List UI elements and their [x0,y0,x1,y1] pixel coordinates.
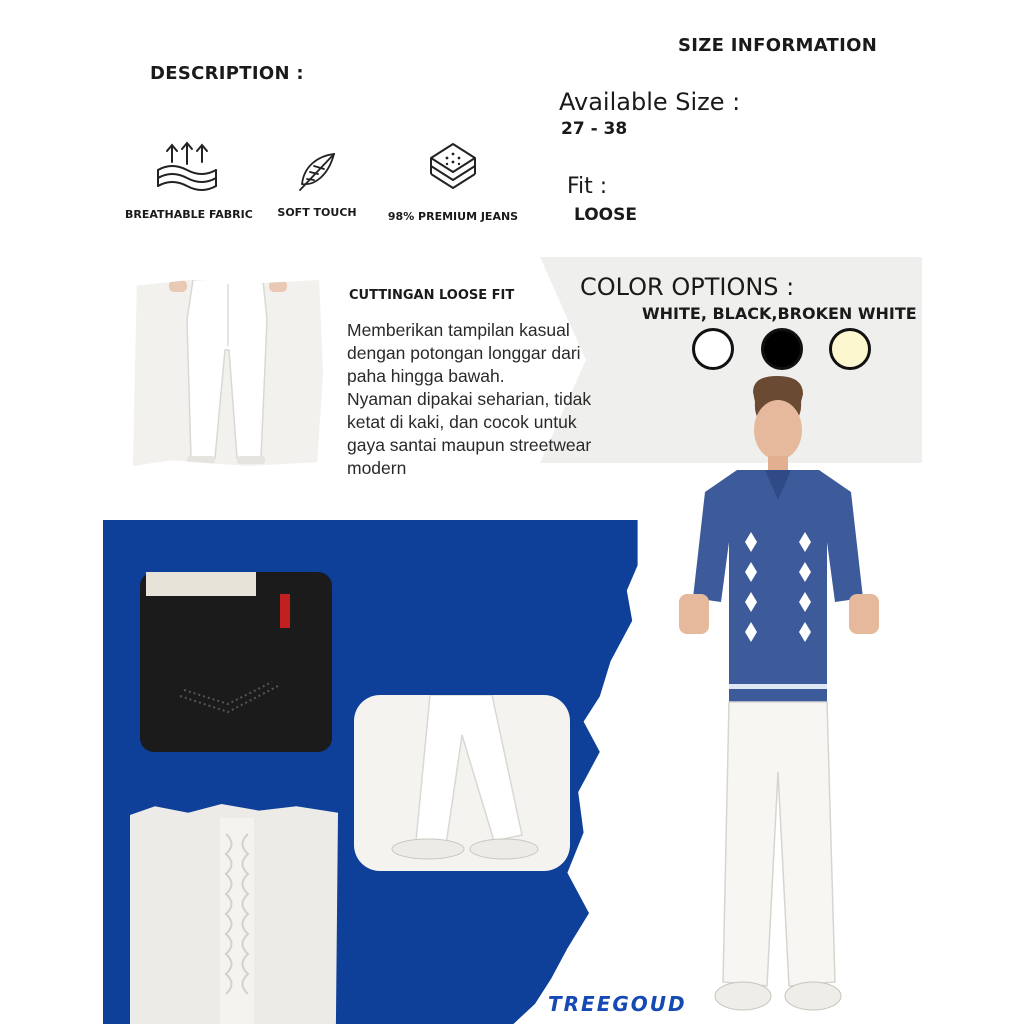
fabric-closeup-photo [130,804,338,1024]
description-heading: DESCRIPTION : [150,63,304,84]
cutting-description [347,319,637,480]
fit-label: Fit : [567,174,608,199]
feature-label: 98% PREMIUM JEANS [387,210,519,223]
feature-label: BREATHABLE FABRIC [125,208,253,221]
cutting-line: paha hingga bawah. [347,366,505,386]
cutting-line: modern [347,458,407,478]
cutting-line: Nyaman dipakai seharian, tidak [347,389,592,409]
color-options-list: WHITE, BLACK,BROKEN WHITE [642,304,917,323]
swatch-white[interactable] [692,328,734,370]
feature-premium-jeans [386,140,520,223]
swatch-black[interactable] [761,328,803,370]
swatch-broken-white[interactable] [829,328,871,370]
black-pocket-photo [140,572,332,752]
pants-sneakers-photo [354,695,570,871]
cutting-line: dengan potongan longgar dari [347,343,581,363]
feature-soft-touch [276,150,358,219]
cutting-line: gaya santai maupun streetwear [347,435,592,455]
cutting-line: ketat di kaki, dan cocok untuk [347,412,577,432]
feature-breathable [125,140,253,221]
cutting-title: CUTTINGAN LOOSE FIT [349,288,515,303]
brand-logo: TREEGOUD [548,992,687,1016]
fit-value: LOOSE [574,205,637,225]
available-size-label: Available Size : [559,88,741,116]
available-size-value: 27 - 38 [561,119,628,139]
color-options-heading: COLOR OPTIONS : [580,273,795,301]
model-photo [665,372,895,1024]
loose-fit-pants-photo [133,280,323,466]
feather-icon [294,150,340,196]
feature-label: SOFT TOUCH [277,206,357,219]
fabric-layers-icon [425,140,481,200]
cutting-line: Memberikan tampilan kasual [347,320,570,340]
size-information-heading: SIZE INFORMATION [678,35,878,56]
breathable-fabric-icon [152,140,222,198]
